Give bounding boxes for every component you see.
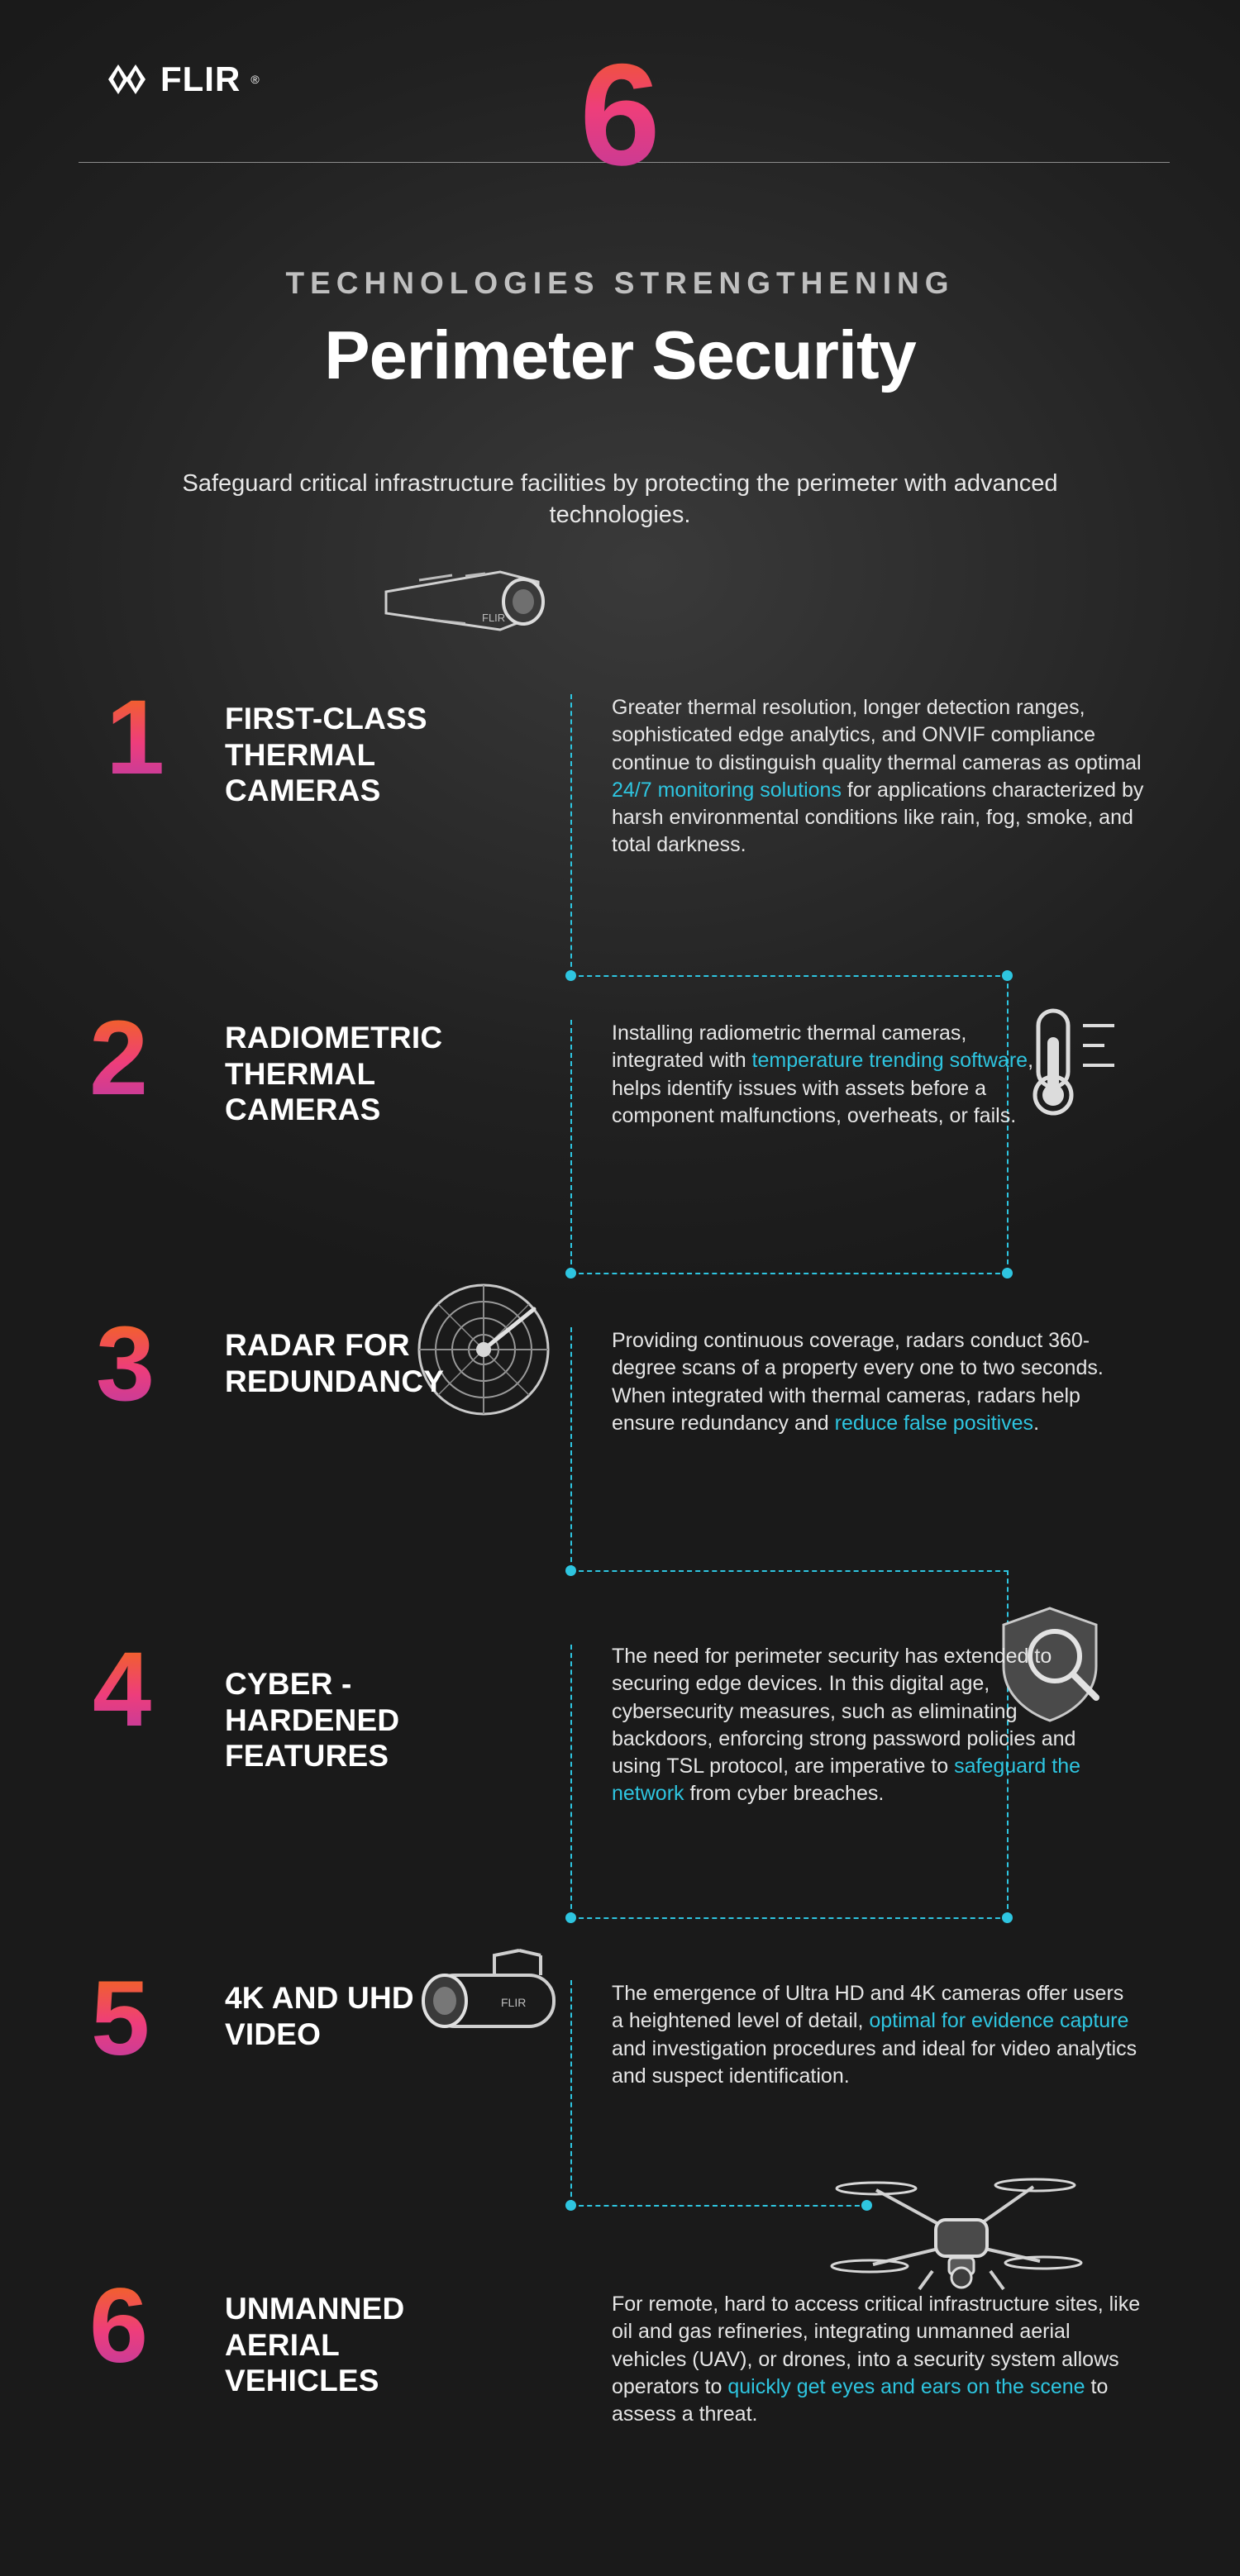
connector-dot-3a bbox=[565, 1565, 576, 1576]
item-body-5-part3: and investigation procedures and ideal for video analytics and suspect identification. bbox=[612, 2036, 1137, 2088]
connector-2-horizontal bbox=[570, 1273, 1009, 1274]
connector-dot-1b bbox=[1002, 970, 1013, 981]
item-heading-4: CYBER -HARDENED FEATURES bbox=[225, 1667, 400, 1774]
item-number-6: 6 bbox=[89, 2267, 149, 2385]
item-body-5-highlight: optimal for evidence capture bbox=[869, 2009, 1129, 2033]
item-body-1-highlight: 24/7 monitoring solutions bbox=[612, 778, 842, 802]
connector-dot-2a bbox=[565, 1268, 576, 1278]
item-body-6-part3: to assess a threat. bbox=[612, 2374, 1109, 2426]
connector-dot-4a bbox=[565, 1912, 576, 1923]
item-number-2: 2 bbox=[89, 999, 149, 1117]
page-title: Perimeter Security bbox=[324, 317, 916, 393]
headline-number: 6 bbox=[0, 43, 1240, 188]
connector-2-vertical bbox=[570, 1020, 572, 1273]
connector-1-vertical bbox=[570, 694, 572, 975]
connector-dot-1a bbox=[565, 970, 576, 981]
item-body-4-part3: from cyber breaches. bbox=[684, 1782, 885, 1806]
item-body-6-highlight: quickly get eyes and ears on the scene bbox=[727, 2374, 1085, 2398]
headline-eyebrow: TECHNOLOGIES STRENGTHENING bbox=[285, 266, 955, 300]
item-heading-2: RADIOMETRIC THERMAL CAMERAS bbox=[225, 1021, 443, 1127]
svg-text:FLIR: FLIR bbox=[501, 1996, 527, 2009]
item-body-4-highlight: safeguard the network bbox=[612, 1755, 1081, 1806]
connector-5-horizontal bbox=[570, 2205, 868, 2207]
item-body-2 bbox=[612, 1020, 1058, 1130]
item-body-5 bbox=[612, 1980, 1141, 2090]
connector-dot-2b bbox=[1002, 1268, 1013, 1278]
connector-4-vertical bbox=[570, 1645, 572, 1917]
item-number-5: 5 bbox=[91, 1959, 150, 2078]
connector-3-horizontal bbox=[570, 1570, 1009, 1572]
connector-5-vertical bbox=[570, 1980, 572, 2205]
item-body-3-part1: Providing continuous coverage, radars conduct 360-degree scans of a property every one to two seconds. When integrated with thermal cameras, radars help ensure redundancy and bbox=[612, 1329, 1104, 1435]
connector-3-vertical bbox=[570, 1327, 572, 1570]
item-body-2-part3: , helps identify issues with assets before a component malfunctions, overheats, or fails. bbox=[612, 1049, 1034, 1127]
bullet-camera-icon bbox=[395, 1942, 594, 2066]
item-body-3 bbox=[612, 1327, 1124, 1437]
item-body-4-part1: The need for perimeter security has extended to securing edge devices. In this digital age, cybersecurity measures, such as eliminating backdoors, enforcing strong password policies and using TSL protocol, are imperative to bbox=[612, 1645, 1076, 1778]
item-body-4 bbox=[612, 1643, 1108, 1808]
item-body-1-part1: Greater thermal resolution, longer detection ranges, sophisticated edge analytics, and ONVIF compliance continue to distinguish quality thermal cameras as optimal bbox=[612, 696, 1142, 774]
item-number-4: 4 bbox=[93, 1631, 152, 1749]
item-body-3-highlight: reduce false positives bbox=[834, 1411, 1034, 1435]
connector-4-horizontal bbox=[570, 1917, 1009, 1919]
connector-dot-4b bbox=[1002, 1912, 1013, 1923]
item-heading-3: RADAR FOR REDUNDANCY bbox=[225, 1328, 445, 1398]
item-heading-6: UNMANNED AERIAL VEHICLES bbox=[225, 2292, 405, 2398]
item-body-2-part1: Installing radiometric thermal cameras, integrated with bbox=[612, 1021, 967, 1073]
connector-dot-5a bbox=[565, 2200, 576, 2211]
item-body-6-part1: For remote, hard to access critical infrastructure sites, like oil and gas refineries, integrating unmanned aerial vehicles (UAV), or drones, into a security system allows operators to bbox=[612, 2293, 1141, 2398]
svg-text:FLIR: FLIR bbox=[482, 612, 506, 624]
item-body-1-part3: for applications characterized by harsh environmental conditions like rain, fog, smoke, and total darkness. bbox=[612, 778, 1144, 857]
item-number-1: 1 bbox=[106, 679, 165, 797]
thermal-camera-icon bbox=[376, 555, 558, 646]
item-body-3-part3: . bbox=[1033, 1411, 1040, 1435]
item-heading-1: FIRST-CLASS THERMAL CAMERAS bbox=[225, 702, 427, 808]
item-number-3: 3 bbox=[96, 1305, 155, 1423]
item-heading-5: 4K AND UHD VIDEO bbox=[225, 1981, 414, 2051]
item-body-5-part1: The emergence of Ultra HD and 4K cameras offer users a heightened level of detail, bbox=[612, 1982, 1124, 2033]
connector-1-horizontal bbox=[570, 975, 1009, 977]
item-body-6 bbox=[612, 2291, 1141, 2428]
item-body-2-highlight: temperature trending software bbox=[751, 1049, 1028, 1073]
page-lede: Safeguard critical infrastructure facilities by protecting the perimeter with advanced technologies. bbox=[182, 470, 1058, 529]
item-body-1 bbox=[612, 694, 1157, 859]
